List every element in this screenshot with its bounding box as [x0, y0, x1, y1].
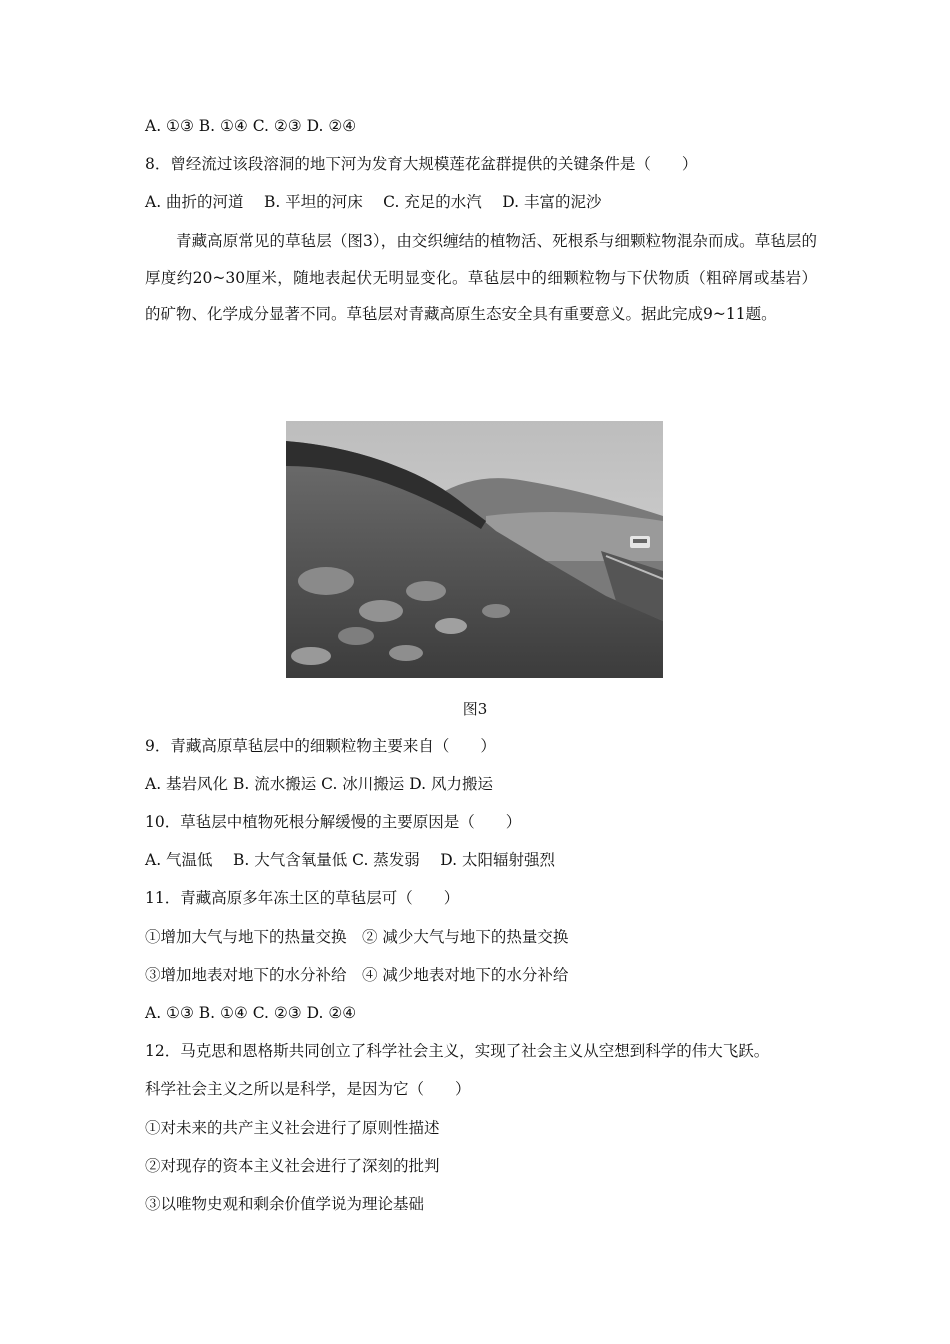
figure-caption: 图3: [462, 700, 488, 718]
q12-stem-line1: 12．马克思和恩格斯共同创立了科学社会主义，实现了社会主义从空想到科学的伟大飞跃。: [145, 1042, 770, 1060]
q12-stem-line2: 科学社会主义之所以是科学，是因为它（ ）: [145, 1080, 471, 1098]
q10-options: A. 气温低 B. 大气含氧量低 C. 蒸发弱 D. 太阳辐射强烈: [145, 851, 555, 869]
q12-item-3: ③以唯物史观和剩余价值学说为理论基础: [145, 1195, 425, 1213]
q12-item-1: ①对未来的共产主义社会进行了原则性描述: [145, 1119, 440, 1137]
q8-stem: 8．曾经流过该段溶洞的地下河为发育大规模莲花盆群提供的关键条件是（ ）: [145, 155, 698, 173]
q8-options: A. 曲折的河道 B. 平坦的河床 C. 充足的水汽 D. 丰富的泥沙: [145, 193, 602, 211]
q11-item-3-4: ③增加地表对地下的水分补给 ④ 减少地表对地下的水分补给: [145, 966, 569, 984]
q10-stem: 10．草毡层中植物死根分解缓慢的主要原因是（ ）: [145, 813, 522, 831]
q11-options: A. ①③ B. ①④ C. ②③ D. ②④: [145, 1004, 357, 1022]
q9-options: A. 基岩风化 B. 流水搬运 C. 冰川搬运 D. 风力搬运: [145, 775, 493, 793]
q11-stem: 11．青藏高原多年冻土区的草毡层可（ ）: [145, 889, 460, 907]
grass-mat-photo: [286, 421, 663, 678]
q11-item-1-2: ①增加大气与地下的热量交换 ② 减少大气与地下的热量交换: [145, 928, 569, 946]
q9-stem: 9．青藏高原草毡层中的细颗粒物主要来自（ ）: [145, 737, 496, 755]
passage-paragraph: 青藏高原常见的草毡层（图3），由交织缠结的植物活、死根系与细颗粒物混杂而成。草毡层的厚度约20~30厘米，随地表起伏无明显变化。草毡层中的细颗粒物与下伏物质（粗碎屑或基岩）的矿物、化学成分显著不同。草毡层对青藏高原生态安全具有重要意义。据此完成9~11题。: [145, 232, 817, 323]
q12-item-2: ②对现存的资本主义社会进行了深刻的批判: [145, 1157, 440, 1175]
q7-options: A. ①③ B. ①④ C. ②③ D. ②④: [145, 117, 357, 135]
